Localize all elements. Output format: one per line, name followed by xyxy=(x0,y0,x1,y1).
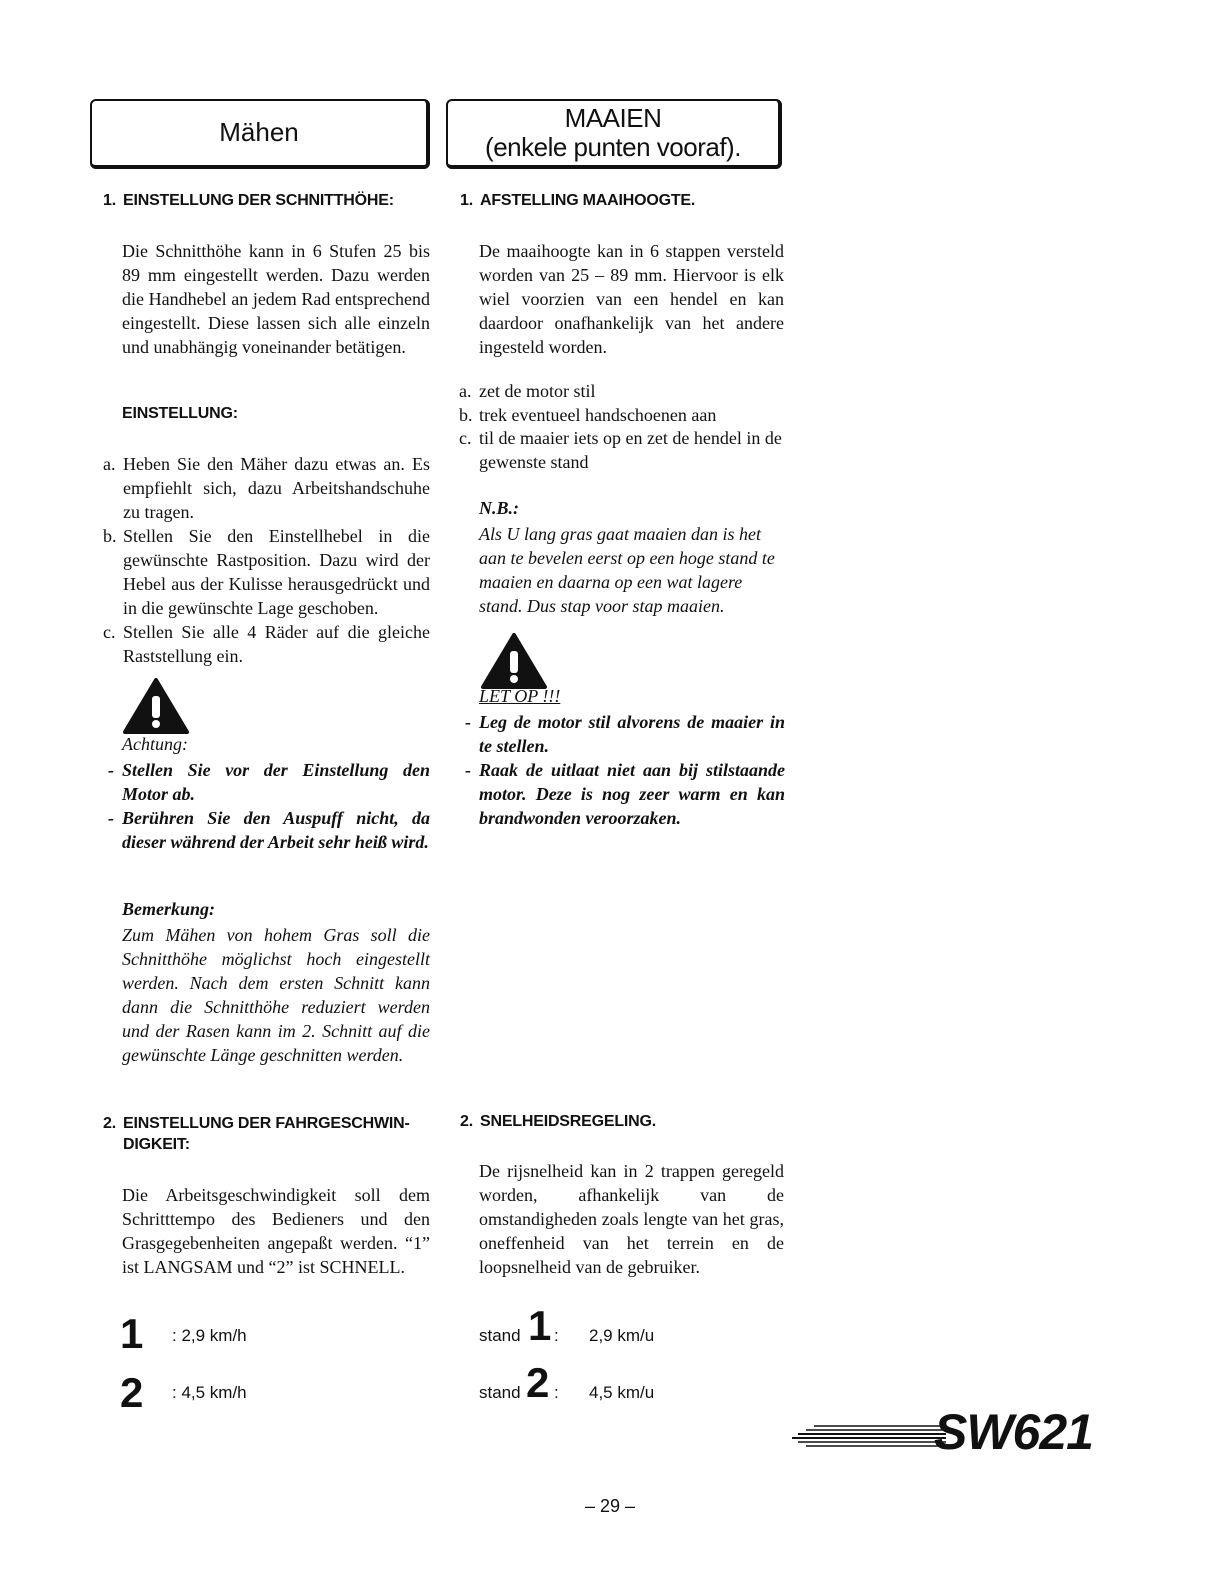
page-number: – 29 – xyxy=(585,1496,636,1516)
left-gear-2-speed: : 4,5 km/h xyxy=(172,1383,247,1402)
right-steps-list xyxy=(459,380,784,474)
right-gear-1-colon: : xyxy=(554,1326,559,1345)
left-section2-heading xyxy=(103,1113,443,1155)
list-item: c. til de maaier iets op en zet de hendel in de gewenste stand xyxy=(459,428,782,472)
model-logo xyxy=(786,1402,1166,1466)
list-item: a. Heben Sie den Mäher dazu etwas an. Es empfiehlt sich, dazu Arbeitshandschuhe zu tragen. xyxy=(103,454,430,522)
list-item: - Raak de uitlaat niet aan bij stilstaande motor. Deze is nog zeer warm en kan brandwonden veroorzaken. xyxy=(465,760,785,828)
logo-speed-lines xyxy=(786,1420,946,1452)
right-gear-2-colon: : xyxy=(554,1383,559,1402)
right-section2-number: 2. xyxy=(460,1113,473,1130)
right-section2-intro: De rijsnelheid kan in 2 trappen geregeld worden, afhankelijk van de omstandigheden zoals lengte van het gras, oneffenheid van het terrein en de loopsnelheid van de gebruiker. xyxy=(479,1161,784,1277)
right-note-title: N.B.: xyxy=(479,498,519,518)
left-section1-intro: Die Schnitthöhe kann in 6 Stufen 25 bis 89 mm eingestellt werden. Dazu werden die Handhebel an jedem Rad entsprechend eingestellt. Diese lassen sich alle einzeln und unabhängig voneinander betätigen. xyxy=(122,241,430,357)
list-item: - Berühren Sie den Auspuff nicht, da dieser während der Arbeit sehr heiß wird. xyxy=(108,808,430,852)
left-section2-heading-line1: EINSTELLUNG DER FAHRGESCHWIN- xyxy=(123,1115,410,1132)
right-gear-1-speed: 2,9 km/u xyxy=(589,1326,655,1345)
left-section2-heading-line2: DIGKEIT: xyxy=(123,1136,190,1153)
left-steps-list xyxy=(103,452,430,668)
right-title-line1: MAAIEN xyxy=(564,102,662,133)
left-gear-1: 1 xyxy=(120,1310,144,1357)
right-title-box xyxy=(446,99,782,169)
right-gear-2-prefix: stand xyxy=(479,1383,521,1402)
right-note: Als U lang gras gaat maaien dan is het aan te bevelen eerst op een hoge stand te maaien en daarna op een wat lagere stand. Dus stap voor stap maaien. xyxy=(479,524,775,616)
left-section1-number: 1. xyxy=(103,192,116,209)
left-section2-number: 2. xyxy=(103,1115,116,1132)
left-section1-heading-text: EINSTELLUNG DER SCHNITTHÖHE: xyxy=(123,192,394,209)
left-title: Mähen xyxy=(219,117,299,148)
left-remark-title: Bemerkung: xyxy=(122,899,216,919)
list-item: b. Stellen Sie den Einstellhebel in die gewünschte Rastposition. Dazu wird der Hebel aus der Kulisse herausgedrückt und in die gewünschte Lage geschoben. xyxy=(103,526,430,618)
left-remark: Zum Mähen von hohem Gras soll die Schnitthöhe möglichst hoch eingestellt werden. Nach dem ersten Schnitt kann dann die Schnitthöhe reduziert werden und der Rasen kann im 2. Schnitt auf die gewünschte Länge geschnitten werden. xyxy=(122,925,430,1065)
list-item: - Leg de motor stil alvorens de maaier in te stellen. xyxy=(465,712,785,756)
left-warnings-list xyxy=(108,758,430,854)
left-gear-1-speed: : 2,9 km/h xyxy=(172,1326,247,1345)
right-gear-1: 1 xyxy=(528,1302,552,1349)
right-warning-title: LET OP !!! xyxy=(479,686,561,706)
list-item: - Stellen Sie vor der Einstellung den Motor ab. xyxy=(108,760,430,804)
right-section2-heading-text: SNELHEIDSREGELING. xyxy=(480,1113,656,1130)
right-section1-heading-text: AFSTELLING MAAIHOOGTE. xyxy=(480,192,696,209)
right-gear-2-speed: 4,5 km/u xyxy=(589,1383,655,1402)
logo-text: SW621 xyxy=(934,1404,1093,1460)
left-warning-title: Achtung: xyxy=(122,734,188,754)
warning-icon xyxy=(121,676,191,736)
right-section2-heading xyxy=(460,1113,780,1131)
left-section1-heading xyxy=(103,192,433,210)
right-gear-2: 2 xyxy=(526,1359,550,1406)
right-title-line2: (enkele punten vooraf). xyxy=(485,132,741,162)
right-section1-intro: De maaihoogte kan in 6 stappen versteld worden van 25 – 89 mm. Hiervoor is elk wiel voorzien van een hendel en kan daardoor onafhankelijk van het andere ingesteld worden. xyxy=(479,241,784,357)
right-warnings-list xyxy=(465,710,785,830)
list-item: b. trek eventueel handschoenen aan xyxy=(459,404,717,425)
list-item: c. Stellen Sie alle 4 Räder auf die gleiche Raststellung ein. xyxy=(103,622,430,666)
right-section1-heading xyxy=(460,192,780,210)
right-gear-1-prefix: stand xyxy=(479,1326,521,1345)
left-section2-intro: Die Arbeitsgeschwindigkeit soll dem Schritttempo des Bedieners und den Grasgegebenheiten angepaßt werden. “1” ist LANGSAM und “2” ist SCHNELL. xyxy=(122,1185,430,1277)
warning-icon xyxy=(479,631,549,691)
left-title-box xyxy=(90,99,430,169)
left-gear-2: 2 xyxy=(120,1369,144,1416)
left-section1-subheading: EINSTELLUNG: xyxy=(122,405,238,422)
right-section1-number: 1. xyxy=(460,192,473,209)
list-item: a. zet de motor stil xyxy=(459,381,596,401)
